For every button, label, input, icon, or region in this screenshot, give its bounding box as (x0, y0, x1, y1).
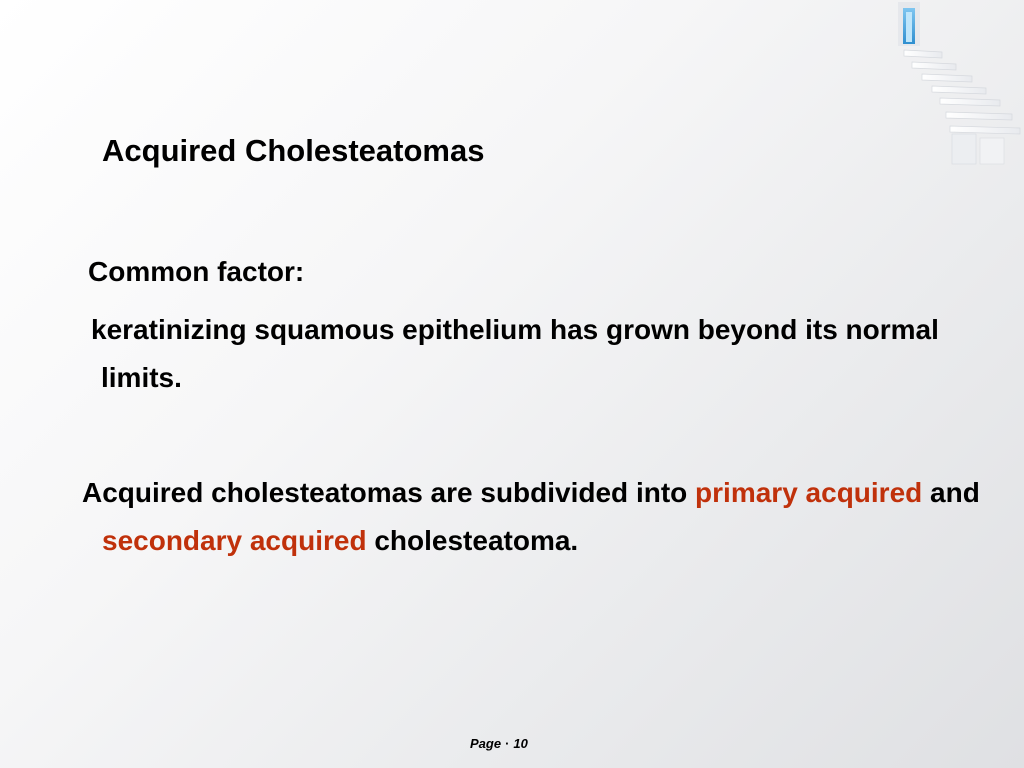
staircase-decoration-icon (894, 0, 1024, 170)
page-label: Page (470, 736, 502, 751)
page-footer (470, 736, 528, 751)
page-separator: · (505, 736, 510, 751)
subdivision-middle: and (922, 477, 980, 508)
subdivision-statement (82, 469, 1002, 565)
subdivision-prefix: Acquired cholesteatomas are subdivided into (82, 477, 696, 508)
common-factor-label: Common factor: (88, 256, 305, 287)
primary-acquired-highlight: primary acquired (695, 477, 923, 508)
common-factor-description: keratinizing squamous epithelium has grown beyond its normal limits. (91, 314, 939, 393)
page-number: 10 (513, 736, 528, 751)
secondary-acquired-highlight: secondary acquired (102, 525, 367, 556)
subdivision-suffix: cholesteatoma. (366, 525, 579, 556)
slide-title: Acquired Cholesteatomas (102, 133, 485, 168)
